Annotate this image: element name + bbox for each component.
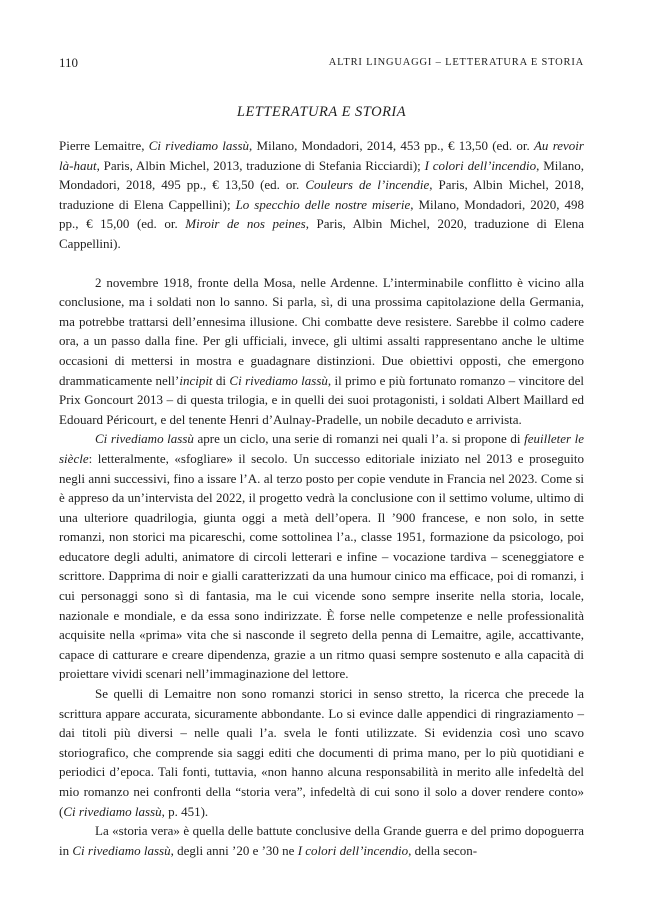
italic-text-run: Ci rivediamo lassù	[95, 431, 194, 447]
italic-text-run: Miroir de nos peines	[185, 216, 306, 232]
text-run: , Milano, Mondadori, 2018, 495 pp., € 13,50 (ed. or.	[59, 157, 585, 193]
text-run: , degli anni ’20 e ’30 ne	[170, 842, 298, 858]
italic-text-run: feuilleter le siècle	[59, 431, 584, 466]
italic-text-run: I colori dell’incendio	[297, 842, 409, 858]
text-run: : letteralmente, «sfogliare» il secolo. Un successo editoriale iniziato nel 2013 e proseguito negli anni successivi, fino a issare l’A. al terzo posto per copie vendute in Francia nel 2023. Come si è appreso da un’intervista del 2022, il progetto vedrà la conclusione con il settimo volume, ultimo di una ulteriore quadrilogia, giunta oggi a metà dell’opera. Il ’900 francese, e non solo, in sette romanzi, non storici ma picareschi, come sottolinea l’a., classe 1951, formazione da psicologo, poi educatore degli adulti, animatore di circoli letterari e infine – vocazione tardiva – sceneggiatore e scrittore. Dapprima di noir e gialli caratterizzati da una humour cinico ma efficace, poi di romanzi, i cui personaggi sono sì di fantasia, ma le cui vicende sono sempre inserite nella storia, locale, nazionale e mondiale, e da essa sono indirizzate. È forse nelle competenze e nelle professionalità acquisite nella «prima» vita che si nasconde il segreto della penna di Lemaitre, agile, accattivante, capace di catturare e creare dipendenza, grazie a un ritmo quasi sempre sostenuto e alla capacità di proiettare vividi scenari nell’immaginazione del lettore.	[59, 450, 584, 682]
italic-text-run: Ci rivediamo lassù	[229, 372, 328, 388]
text-run: 2 novembre 1918, fronte della Mosa, nelle Ardenne. L’interminabile conflitto è vicino alla conclusione, ma i soldati non lo sanno. Si parla, sì, di una prossima capitolazione della Germania, ma potrebbe trattarsi dell’ennesima illusione. Chi combatte deve resistere. Sarebbe il colmo cadere ora, a un passo dalla fine. Per gli ufficiali, invece, gli ultimi assalti rappresentano anche le ultime occasioni di mettersi in mostra e guadagnare distinzioni. Due obiettivi opposti, che emergono drammaticamente nell’	[59, 274, 584, 388]
text-run: , Paris, Albin Michel, 2020, traduzione di Elena Cappellini).	[59, 216, 584, 251]
article-body	[59, 136, 584, 860]
text-run: La «storia vera» è quella delle battute conclusive della Grande guerra e del primo dopoguerra in	[59, 823, 584, 858]
running-title: ALTRI LINGUAGGI – LETTERATURA E STORIA	[328, 57, 584, 68]
text-run: Pierre Lemaitre,	[59, 138, 149, 153]
page-number: 110	[59, 55, 79, 70]
italic-text-run: I colori dell’incendio	[424, 157, 537, 173]
article-text	[59, 273, 584, 861]
text-run: , Milano, Mondadori, 2014, 453 pp., € 13,50 (ed. or.	[249, 138, 534, 153]
section-title: LETTERATURA E STORIA	[236, 104, 407, 120]
italic-text-run: Ci rivediamo lassù	[63, 803, 162, 819]
italic-text-run: Couleurs de l’incendie	[305, 177, 430, 193]
text-run: , Paris, Albin Michel, 2013, traduzione di Stefania Ricciardi);	[96, 157, 425, 173]
text-run: , il primo e più fortunato romanzo – vincitore del Prix Goncourt 2013 – di questa trilogia, e in quelli dei suoi protagonisti, i soldati Albert Maillard ed Edouard Péricourt, e del tenente Henri d’Aulnay-Pradelle, un nobile decaduto e arrivista.	[59, 372, 584, 427]
paragraph	[59, 429, 584, 684]
text-run: , della secon-	[408, 842, 478, 858]
italic-text-run: Au revoir là-haut	[59, 138, 584, 173]
paragraph	[59, 273, 584, 430]
text-run: , Milano, Mondadori, 2020, 498 pp., € 15,00 (ed. or.	[59, 196, 584, 232]
text-run: , Paris, Albin Michel, 2018, traduzione di Elena Cappellini);	[59, 177, 585, 212]
paragraph	[59, 821, 584, 860]
spacer	[59, 254, 584, 273]
italic-text-run: Ci rivediamo lassù	[148, 138, 250, 153]
text-run: Se quelli di Lemaitre non sono romanzi storici in senso stretto, la ricerca che precede la scrittura appare accurata, sicuramente abbondante. Lo si evince dalle appendici di ringraziamento – dai titoli più diversi – nelle quali l’a. svela le fonti utilizzate. Si evidenzia così uno scavo storiografico, che comprende sia saggi editi che documenti di prima mano, per lo più quotidiani e periodici d’epoca. Tali fonti, tuttavia, «non hanno alcuna responsabilità in merito alle infedeltà del mio romanzo nei confronti della “storia vera”, infedeltà di cui sono il solo a dover rendere conto» (	[59, 686, 584, 819]
italic-text-run: Ci rivediamo lassù	[72, 842, 171, 858]
running-head	[59, 55, 584, 71]
text-run: apre un ciclo, una serie di romanzi nei quali l’a. si propone di	[193, 431, 525, 447]
italic-text-run: Lo specchio delle nostre miserie	[235, 196, 411, 212]
bibliographic-reference	[59, 136, 584, 254]
paragraph	[59, 684, 584, 821]
text-run: , p. 451).	[161, 803, 209, 819]
text-run: di	[212, 372, 230, 388]
italic-text-run: incipit	[179, 372, 213, 388]
